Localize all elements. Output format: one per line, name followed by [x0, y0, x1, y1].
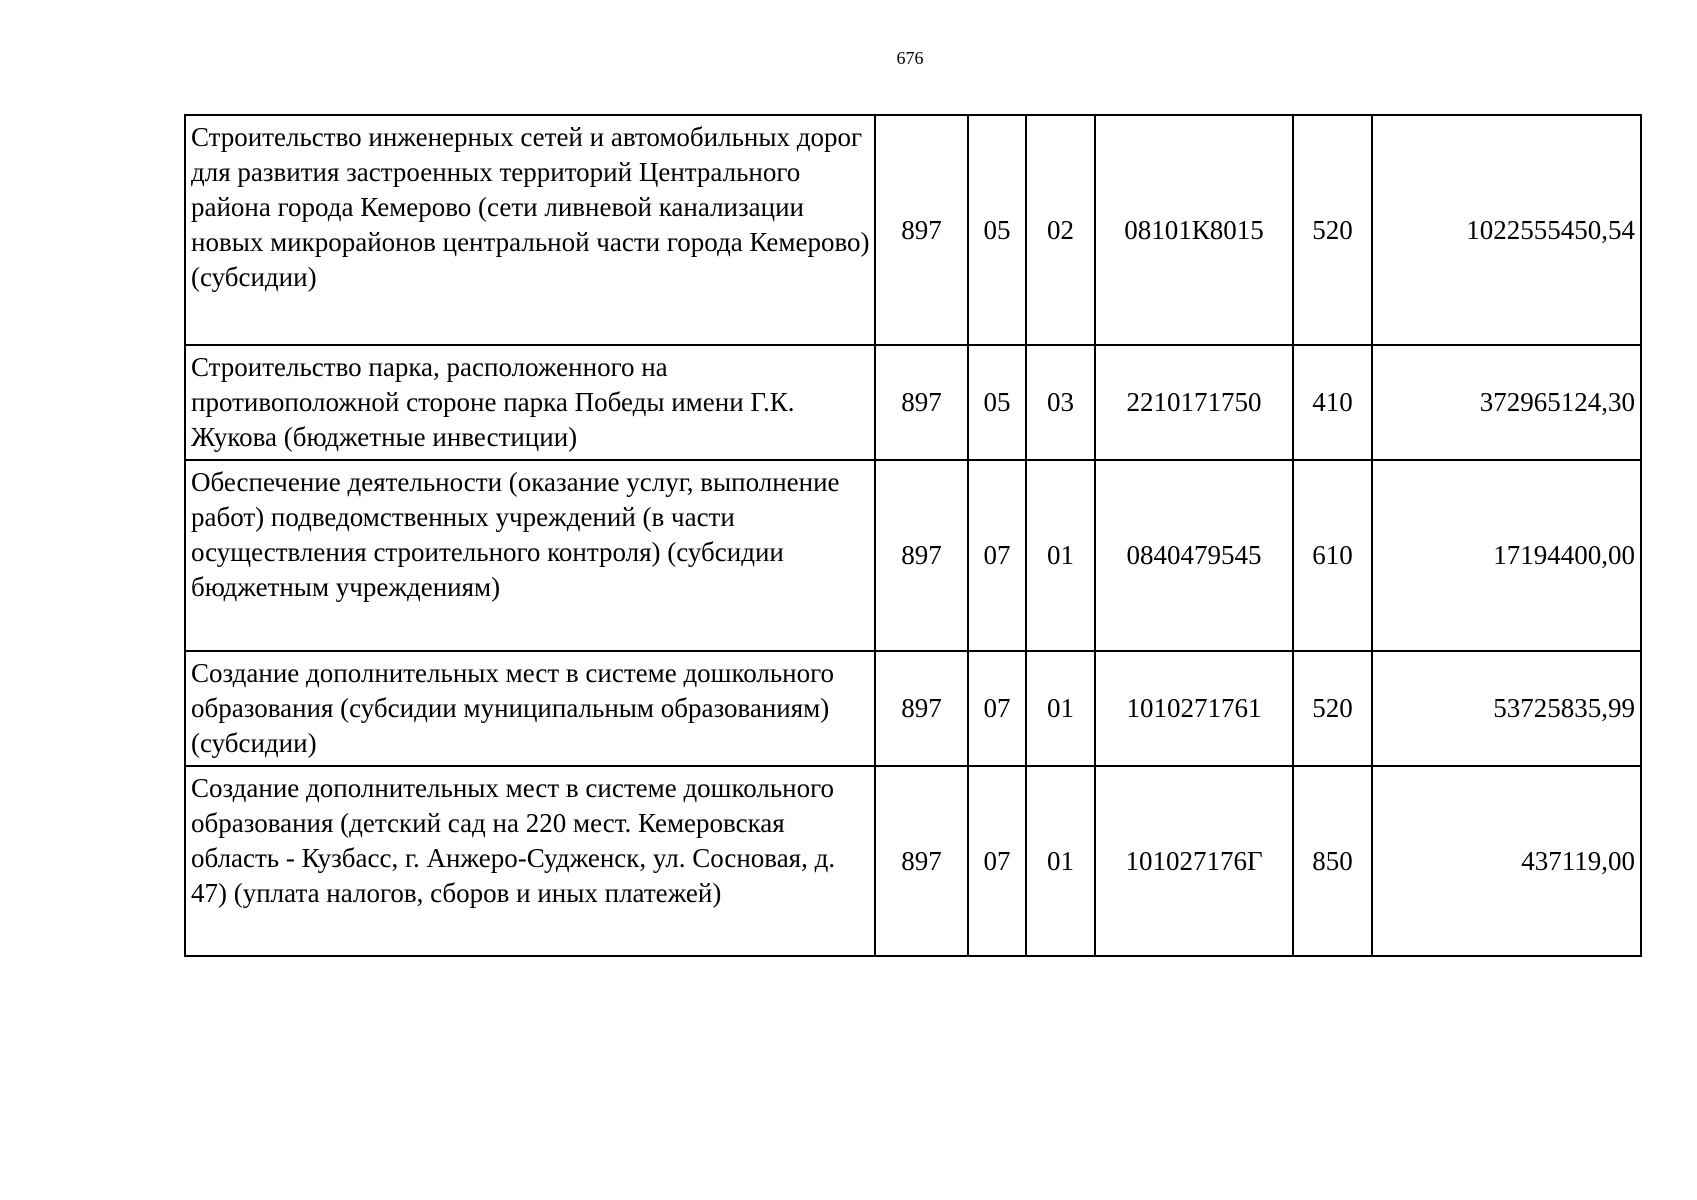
table-row: [185, 115, 1641, 345]
target-article-code: 1010271761: [1095, 651, 1293, 766]
expense-type-code: 520: [1293, 651, 1372, 766]
section-code: 07: [968, 460, 1026, 651]
amount: 53725835,99: [1372, 651, 1641, 766]
expense-type-code: 520: [1293, 115, 1372, 345]
amount: 17194400,00: [1372, 460, 1641, 651]
ministry-code: 897: [875, 460, 968, 651]
subsection-code: 03: [1026, 345, 1095, 460]
expense-type-code: 610: [1293, 460, 1372, 651]
amount: 437119,00: [1372, 766, 1641, 956]
ministry-code: 897: [875, 115, 968, 345]
row-description: Создание дополнительных мест в системе дошкольного образования (детский сад на 220 мест. Кемеровская область - Кузбасс, г. Анжеро-Судженск, ул. Сосновая, д. 47) (уплата налогов, сборов и иных платежей): [185, 766, 875, 956]
ministry-code: 897: [875, 766, 968, 956]
section-code: 07: [968, 651, 1026, 766]
budget-table: [184, 114, 1642, 957]
row-description: Создание дополнительных мест в системе дошкольного образования (субсидии муниципальным образованиям) (субсидии): [185, 651, 875, 766]
section-code: 05: [968, 345, 1026, 460]
expense-type-code: 410: [1293, 345, 1372, 460]
amount: 372965124,30: [1372, 345, 1641, 460]
target-article-code: 0840479545: [1095, 460, 1293, 651]
target-article-code: 08101К8015: [1095, 115, 1293, 345]
page-number: 676: [896, 48, 924, 68]
table-row: [185, 345, 1641, 460]
subsection-code: 02: [1026, 115, 1095, 345]
expense-type-code: 850: [1293, 766, 1372, 956]
ministry-code: 897: [875, 651, 968, 766]
section-code: 05: [968, 115, 1026, 345]
row-description: Строительство парка, расположенного на противоположной стороне парка Победы имени Г.К. Жукова (бюджетные инвестиции): [185, 345, 875, 460]
target-article-code: 2210171750: [1095, 345, 1293, 460]
table-row: [185, 651, 1641, 766]
amount: 1022555450,54: [1372, 115, 1641, 345]
table-row: [185, 460, 1641, 651]
row-description: Обеспечение деятельности (оказание услуг, выполнение работ) подведомственных учреждений (в части осуществления строительного контроля) (субсидии бюджетным учреждениям): [185, 460, 875, 651]
target-article-code: 101027176Г: [1095, 766, 1293, 956]
ministry-code: 897: [875, 345, 968, 460]
row-description: Строительство инженерных сетей и автомобильных дорог для развития застроенных территорий Центрального района города Кемерово (сети ливневой канализации новых микрорайонов центральной части города Кемерово) (субсидии): [185, 115, 875, 345]
subsection-code: 01: [1026, 651, 1095, 766]
subsection-code: 01: [1026, 460, 1095, 651]
subsection-code: 01: [1026, 766, 1095, 956]
table-row: [185, 766, 1641, 956]
section-code: 07: [968, 766, 1026, 956]
